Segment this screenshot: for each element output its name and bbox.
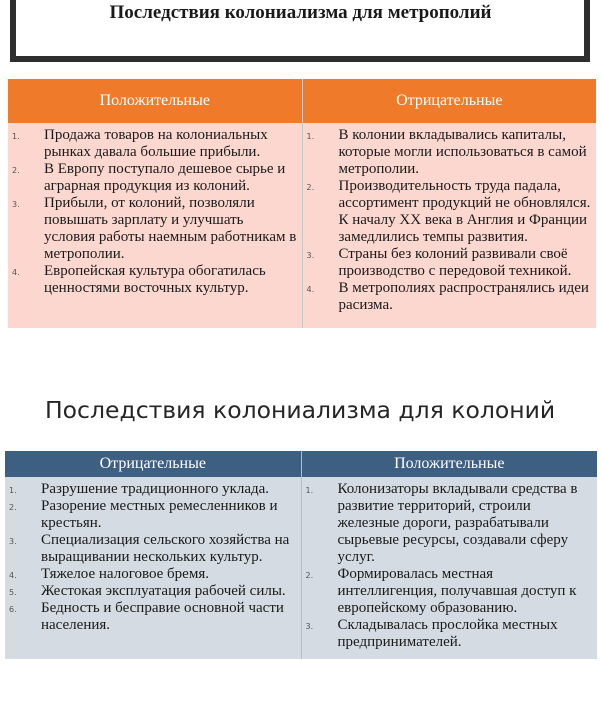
item-number: 4. <box>12 268 20 277</box>
colonies-negative-header: Отрицательные <box>5 451 301 477</box>
item-number: 3. <box>306 251 315 260</box>
list-item <box>5 566 301 583</box>
item-number: 6. <box>9 605 17 614</box>
colonies-title: Последствия колониализма для колоний <box>45 396 556 424</box>
colonies-positive-cell <box>301 477 597 659</box>
item-text: Формировалась местная интеллигенция, получавшая доступ к европейскому образованию. <box>337 566 577 616</box>
metropolis-title: Последствия колониализма для метрополий <box>109 2 492 23</box>
item-number: 1. <box>9 486 17 495</box>
colonies-positive-header: Положительные <box>301 451 597 477</box>
item-number: 5. <box>9 588 17 597</box>
list-item <box>5 532 301 566</box>
metropolis-positive-list <box>8 127 302 297</box>
item-text: Прибыли, от колоний, позволяли повышать зарплату и улучшать условия работы наемным работникам в метрополии. <box>44 195 297 262</box>
item-text: Продажа товаров на колониальных рынках давала большие прибыли. <box>44 127 268 160</box>
colonies-table <box>5 451 597 659</box>
list-item <box>8 195 302 263</box>
item-number: 3. <box>305 622 314 631</box>
list-item <box>303 178 597 246</box>
item-number: 3. <box>9 537 17 546</box>
item-number: 2. <box>305 571 314 580</box>
list-item <box>8 161 302 195</box>
metropolis-positive-header: Положительные <box>8 79 302 123</box>
metropolis-negative-cell <box>302 123 596 328</box>
item-text: Бедность и бесправие основной части населения. <box>41 600 284 633</box>
list-item <box>302 617 598 651</box>
item-text: Колонизаторы вкладывали средства в развитие территорий, строили железные дороги, разрабатывали сырьевые ресурсы, создавали сферу услуг. <box>337 481 578 565</box>
list-item <box>302 566 598 617</box>
list-item <box>303 127 597 178</box>
list-item <box>303 246 597 280</box>
list-item <box>8 127 302 161</box>
list-item <box>8 263 302 297</box>
item-number: 1. <box>306 132 315 141</box>
item-text: Тяжелое налоговое бремя. <box>41 566 209 582</box>
metropolis-table <box>8 79 596 328</box>
item-text: В Европу поступало дешевое сырье и аграрная продукция из колоний. <box>44 161 286 194</box>
item-text: Специализация сельского хозяйства на выращивании нескольких культур. <box>41 532 290 565</box>
item-text: Жестокая эксплуатация рабочей силы. <box>41 583 286 599</box>
metropolis-negative-header: Отрицательные <box>302 79 596 123</box>
list-item <box>5 600 301 634</box>
item-text: Европейская культура обогатилась ценностями восточных культур. <box>44 263 266 296</box>
item-text: Производительность труда падала, ассортимент продукций не обновлялся. К началу XX века в Англия и Франции замедлились темпы развития. <box>338 178 591 245</box>
item-number: 3. <box>12 200 20 209</box>
colonies-negative-cell <box>5 477 301 659</box>
item-text: Разрушение традиционного уклада. <box>41 481 270 497</box>
item-text: Разорение местных ремесленников и крестьян. <box>41 498 278 531</box>
item-number: 2. <box>306 183 315 192</box>
colonies-negative-list <box>5 481 301 634</box>
list-item <box>5 498 301 532</box>
metropolis-positive-cell <box>8 123 302 328</box>
list-item <box>303 280 597 314</box>
metropolis-negative-list <box>303 127 597 314</box>
item-text: Складывалась прослойка местных предпринимателей. <box>337 617 558 650</box>
item-number: 4. <box>9 571 17 580</box>
item-text: Страны без колоний развивали своё производство с передовой техникой. <box>338 246 572 279</box>
item-number: 2. <box>12 166 20 175</box>
list-item <box>302 481 598 566</box>
item-text: В метрополиях распространялись идеи расизма. <box>338 280 589 313</box>
item-number: 2. <box>9 503 17 512</box>
item-number: 4. <box>306 285 315 294</box>
list-item <box>5 583 301 600</box>
item-number: 1. <box>12 132 20 141</box>
list-item <box>5 481 301 498</box>
item-text: В колонии вкладывались капиталы, которые могли использоваться в самой метрополии. <box>338 127 587 177</box>
item-number: 1. <box>305 486 314 495</box>
colonies-positive-list <box>302 481 598 651</box>
